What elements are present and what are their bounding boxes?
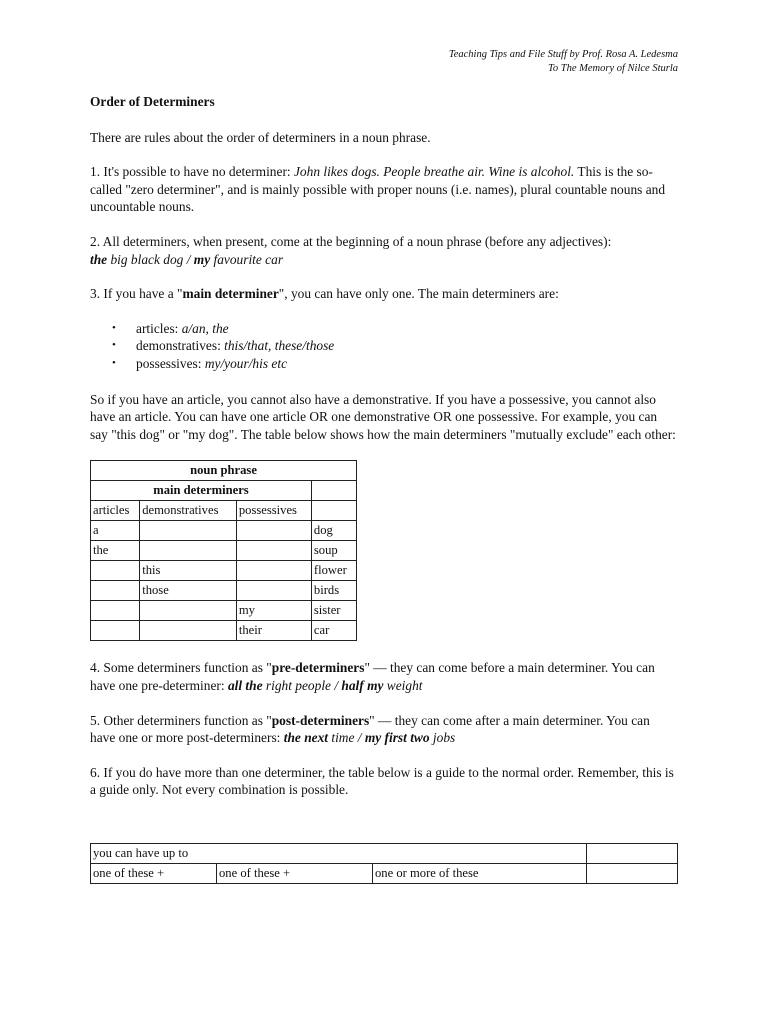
table-cell: a	[91, 521, 140, 541]
p2-example-1-rest: big black dog /	[107, 251, 194, 267]
table-cell: you can have up to	[91, 843, 587, 863]
list-item-examples: this/that, these/those	[224, 338, 335, 354]
table-row	[91, 561, 357, 581]
table-cell	[236, 521, 311, 541]
paragraph-3	[90, 285, 678, 303]
table-cell: the	[91, 541, 140, 561]
table-cell	[140, 621, 237, 641]
list-item	[90, 337, 678, 355]
table-subtitle-cell: main determiners	[91, 481, 312, 501]
table-cell	[140, 521, 237, 541]
table-cell: their	[236, 621, 311, 641]
page-title: Order of Determiners	[90, 94, 215, 109]
p3-bold: main determiner	[182, 286, 279, 302]
table-cell: car	[311, 621, 356, 641]
list-item-examples: my/your/his etc	[204, 355, 288, 371]
column-header-possessives: possessives	[236, 501, 311, 521]
table-row	[91, 581, 357, 601]
table-cell: one of these +	[217, 863, 373, 883]
main-determiners-list	[90, 320, 678, 373]
p2-text: 2. All determiners, when present, come at the beginning of a noun phrase (before any adjectives):	[90, 233, 612, 249]
table-cell: flower	[311, 561, 356, 581]
table-cell	[311, 501, 356, 521]
p5-bold: post-determiners	[271, 712, 370, 728]
p4-lead: 4. Some determiners function as "	[90, 660, 272, 676]
paragraph-so: So if you have an article, you cannot also have a demonstrative. If you have a possessive, you cannot also have an article. You can have one article OR one demonstrative OR one possessive. For example, you can say "this dog" or "my dog". The table below shows how the main determiners "mutually exclude" each other:	[90, 391, 676, 442]
table-cell	[236, 541, 311, 561]
table-cell: my	[236, 601, 311, 621]
table-cell	[236, 561, 311, 581]
table-cell	[91, 601, 140, 621]
list-item-label: possessives:	[136, 355, 205, 371]
column-header-demonstratives: demonstratives	[140, 501, 237, 521]
p4-bold: pre-determiners	[271, 660, 365, 676]
table-cell: sister	[311, 601, 356, 621]
table-row	[91, 601, 357, 621]
table-cell: those	[140, 581, 237, 601]
p4-example-2-rest: weight	[383, 677, 423, 693]
p5-lead: 5. Other determiners function as "	[90, 712, 272, 728]
paragraph-1	[90, 163, 678, 216]
table-cell: soup	[311, 541, 356, 561]
column-header-articles: articles	[91, 501, 140, 521]
p4-example-1-rest: right people /	[262, 677, 342, 693]
p4-rest: " — they can come before a main determiner. You can have one pre-determiner:	[90, 660, 655, 693]
p4-example-1-det: all the	[227, 677, 263, 693]
table-cell: birds	[311, 581, 356, 601]
p2-example-2-rest: favourite car	[210, 251, 284, 267]
table-cell	[140, 541, 237, 561]
table-cell: dog	[311, 521, 356, 541]
p5-example-2-det: my first two	[364, 730, 430, 746]
list-item	[90, 320, 678, 338]
list-item	[90, 355, 678, 373]
table-cell	[91, 581, 140, 601]
table-row	[91, 843, 678, 863]
p4-example-2-det: half my	[341, 677, 384, 693]
list-item-examples: a/an, the	[181, 320, 229, 336]
table-column-header-row	[91, 501, 357, 521]
table-cell	[140, 601, 237, 621]
intro-paragraph: There are rules about the order of determiners in a noun phrase.	[90, 129, 431, 145]
table-row	[91, 621, 357, 641]
paragraph-4	[90, 659, 678, 694]
paragraph-2	[90, 233, 678, 268]
table-cell: one of these +	[91, 863, 217, 883]
list-item-label: articles:	[136, 320, 182, 336]
main-determiners-table	[90, 460, 357, 641]
page-header	[449, 48, 678, 76]
list-item-label: demonstratives:	[136, 338, 225, 354]
table-header-row	[91, 481, 357, 501]
table-cell	[311, 481, 356, 501]
p1-examples: John likes dogs. People breathe air. Wine is alcohol.	[293, 164, 575, 180]
p5-example-1-det: the next	[283, 730, 328, 746]
paragraph-6: 6. If you do have more than one determiner, the table below is a guide to the normal order. Remember, this is a guide only. Not every combination is possible.	[90, 764, 674, 798]
table-cell: one or more of these	[373, 863, 587, 883]
p2-example-2-det: my	[193, 251, 211, 267]
p5-rest: " — they can come after a main determiner. You can have one or more post-determiners:	[90, 712, 650, 746]
table-cell	[91, 561, 140, 581]
table-row	[91, 521, 357, 541]
determiner-order-table	[90, 843, 678, 884]
table-cell	[587, 863, 678, 883]
document-body	[90, 93, 678, 884]
p5-example-1-rest: time /	[328, 730, 365, 746]
header-line-2: To The Memory of Nilce Sturla	[548, 63, 678, 74]
p1-lead: 1. It's possible to have no determiner:	[90, 164, 294, 180]
p5-example-2-rest: jobs	[429, 730, 456, 746]
table-cell	[587, 843, 678, 863]
table-cell	[236, 581, 311, 601]
table-title-cell: noun phrase	[91, 461, 357, 481]
table-row	[91, 863, 678, 883]
table-cell: this	[140, 561, 237, 581]
p3-lead: 3. If you have a "	[90, 286, 183, 302]
p2-example-1-det: the	[90, 251, 108, 267]
header-line-1: Teaching Tips and File Stuff by Prof. Rosa A. Ledesma	[448, 49, 678, 60]
table-row	[91, 541, 357, 561]
table-header-row	[91, 461, 357, 481]
p1-rest: This is the so-called "zero determiner", and is mainly possible with proper nouns (i.e. names), plural countable nouns and uncountable nouns.	[90, 164, 666, 215]
paragraph-5	[90, 712, 678, 747]
table-cell	[91, 621, 140, 641]
p3-rest: ", you can have only one. The main determiners are:	[278, 286, 559, 302]
